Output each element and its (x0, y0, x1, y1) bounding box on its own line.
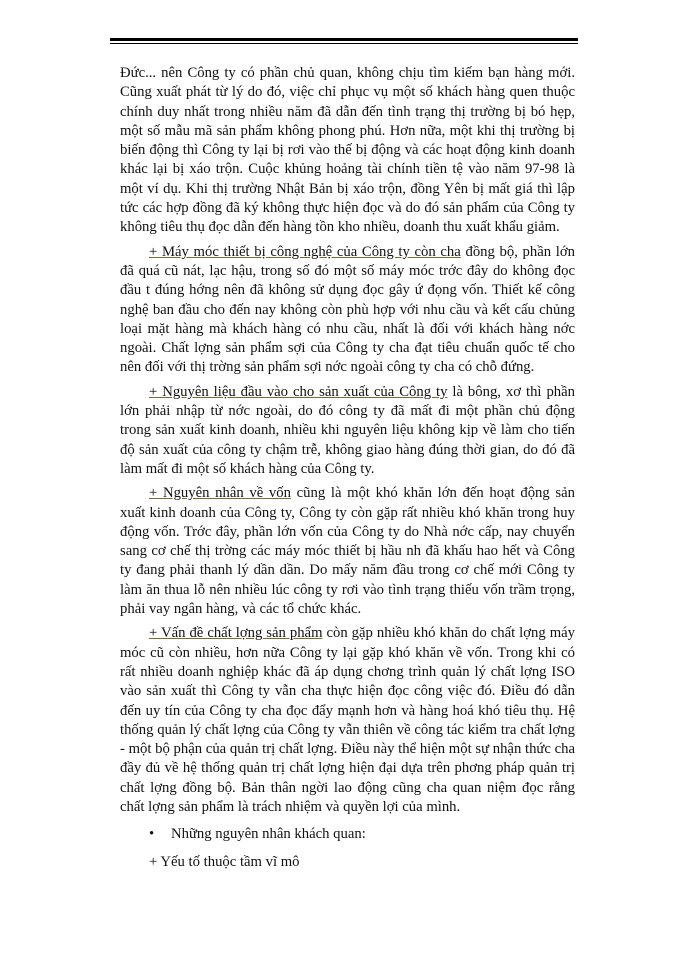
paragraph-lead: + Nguyên nhân về vốn (149, 485, 291, 502)
bullet-item (120, 825, 575, 844)
bullet-icon: • (149, 826, 155, 843)
paragraph-text: là bông, xơ thì phần lớn phải nhập từ nớc ngoài, do đó công ty đã mất đi một phần chủ động trong sản xuất kinh doanh, nhiều khi nguyên liệu không kịp về làm cho tiến độ sản xuất của công ty chậm trễ, không giao hàng đúng thời gian, do đó đã làm mất đi một số khách hàng của Công ty. (120, 383, 576, 477)
paragraph-text: đồng bộ, phần lớn đã quá cũ nát, lạc hậu, trong số đó một số máy móc trớc đây do không đọc đầu t đúng hớng nên đã không sử dụng đọc gây ứ đọng vốn. Thiết kế công nghệ ban đầu cho đến nay không còn phù hợp với nhu cầu và kết cấu chủng loại mặt hàng mà khách hàng có nhu cầu, nhất là đối với khách hàng nớc ngoài. Chất lợng sản phẩm sợi của Công ty cha đạt tiêu chuẩn quốc tế cho nên đối với thị trờng sản phẩm sợi nớc ngoài công ty cha có chỗ đứng. (120, 243, 575, 376)
paragraph-lead: + Máy móc thiết bị công nghệ của Công ty còn cha (149, 243, 461, 260)
paragraph-equipment (120, 243, 575, 378)
paragraph-text: còn gặp nhiều khó khăn do chất lợng máy móc cũ còn nhiều, hơn nữa Công ty lại gặp khó khăn về vốn. Trong khi có rất nhiều doanh nghiệp khác đã áp dụng chơng trình quản lý chất lợng ISO vào sản xuất thì Công ty vẫn cha thực hiện đọc công việc đó. Điều đó dẫn đến uy tín của Công ty cha đọc đẩy mạnh hơn và hàng hoá khó tiêu thụ. Hệ thống quản lý chất lợng của Công ty vẫn thiên về công tác kiểm tra chất lợng - một bộ phận của quản trị chất lợng. Điều này thể hiện một sự nhận thức cha đầy đủ về hệ thống quản trị chất lợng hiện đại dựa trên phơng pháp quản trị chất lợng đồng bộ. Bản thân ngời lao động cũng cha quan niệm đọc rằng chất lợng sản phẩm là trách nhiệm và quyền lợi của mình. (120, 625, 575, 815)
paragraph-lead: + Vấn đề chất lợng sản phẩm (149, 625, 323, 642)
paragraph-text: cũng là một khó khăn lớn đến hoạt động sản xuất kinh doanh của Công ty, Công ty còn gặp rất nhiều khó khăn trong huy động vốn. Trớc đây, phần lớn vốn của Công ty do Nhà nớc cấp, nay chuyển sang cơ chế thị trờng các máy móc thiết bị hầu nh đã khấu hao hết và Công ty đang phải thanh lý dần dần. Do mấy năm đầu trong cơ chế mới Công ty làm ăn thua lỗ nên nhiều lúc công ty rơi vào tình trạng thiếu vốn trầm trọng, phải vay ngân hàng, và các tổ chức khác. (120, 485, 575, 618)
paragraph-intro (120, 64, 575, 238)
subheading-macro: + Yếu tố thuộc tầm vĩ mô (149, 853, 300, 870)
paragraph-capital (120, 484, 575, 619)
bullet-text: Những nguyên nhân khách quan: (171, 826, 366, 843)
paragraph-materials (120, 383, 575, 479)
paragraph-text: Đức... nên Công ty có phần chủ quan, không chịu tìm kiếm bạn hàng mới. Cũng xuất phát từ lý do đó, việc chỉ phục vụ một số khách hàng quen thuộc chính duy nhất trong nhiều năm đã dẫn đến tình trạng thị trường bị bó hẹp, một số mẫu mã sản phẩm không phong phú. Hơn nữa, một khi thị trường bị biến động thì Công ty lại bị rơi vào thế bị động và các hoạt động kinh doanh khác lại bị xáo trộn. Cuộc khủng hoảng tài chính tiền tệ vào năm 97-98 là một ví dụ. Khi thị trường Nhật Bản bị xáo trộn, đồng Yên bị mất giá thì lập tức các hợp đồng đã ký không thực hiện đọc và do đó sản phẩm của Công ty không tiêu thụ đọc dẫn đến hàng tồn kho nhiều, doanh thu xuất khẩu giảm. (120, 65, 575, 236)
paragraph-lead: + Nguyên liệu đầu vào cho sản xuất của Công ty (149, 383, 448, 400)
header-rule-thick (110, 38, 578, 41)
header-rule-thin (110, 43, 578, 44)
paragraph-quality (120, 624, 575, 817)
document-body (120, 64, 575, 872)
